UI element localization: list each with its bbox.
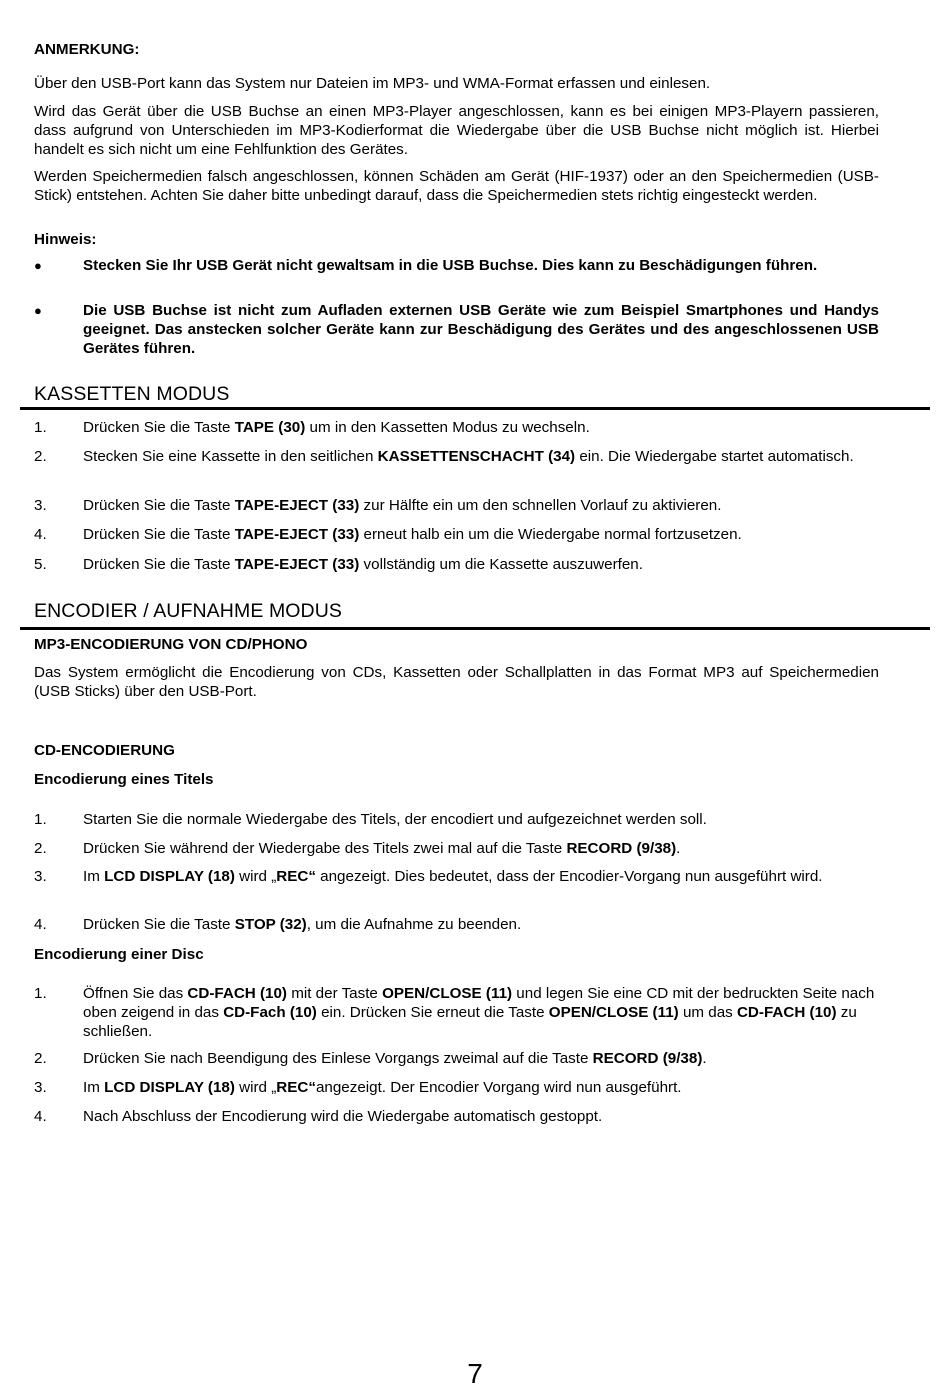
step-number: 1. [34,811,47,828]
step-text: Starten Sie die normale Wiedergabe des Titels, der encodiert und aufgezeichnet werden soll. [83,811,707,828]
hint-bullet-text: Stecken Sie Ihr USB Gerät nicht gewaltsam in die USB Buchse. Dies kann zu Beschädigungen führen. [83,257,818,274]
step-number: 3. [34,868,47,885]
hint-bullet-text: Die USB Buchse ist nicht zum Aufladen externen USB Geräte wie zum Beispiel Smartphones und Handys geeignet. Das anstecken solcher Geräte kann zur Beschädigung des Gerätes und des angeschlossenen USB Gerätes führen. [83,302,879,357]
bullet-icon: ● [34,258,42,273]
step-number: 4. [34,1108,47,1125]
note-paragraph-1: Über den USB-Port kann das System nur Dateien im MP3- und WMA-Format erfassen und einlesen. [34,75,711,92]
step-number: 2. [34,1050,47,1067]
step-text: Drücken Sie nach Beendigung des Einlese Vorgangs zweimal auf die Taste RECORD (9/38). [83,1050,707,1067]
note-paragraph-3: Werden Speichermedien falsch angeschlossen, können Schäden am Gerät (HIF-1937) oder an den Speichermedien (USB-Stick) entstehen. Achten Sie daher bitte unbedingt darauf, dass die Speichermedien stets richtig eingesteckt werden. [34,168,879,204]
step-text: Drücken Sie die Taste STOP (32), um die Aufnahme zu beenden. [83,916,522,933]
hint-heading: Hinweis: [34,231,97,248]
numbered-step [34,1078,879,1097]
numbered-step [34,839,879,858]
step-text: Drücken Sie die Taste TAPE (30) um in den Kassetten Modus zu wechseln. [83,419,590,436]
disc-step-1 [34,984,879,1041]
section-divider [20,627,930,630]
page-number: 7 [467,1358,483,1387]
step-number: 3. [34,1079,47,1096]
step-text: Drücken Sie die Taste TAPE-EJECT (33) erneut halb ein um die Wiedergabe normal fortzusetzen. [83,526,742,543]
section-divider [20,407,930,410]
step-text: Drücken Sie während der Wiedergabe des Titels zwei mal auf die Taste RECORD (9/38). [83,840,681,857]
bullet-icon: ● [34,303,42,318]
step-number: 2. [34,448,47,465]
step-number: 3. [34,497,47,514]
encoder-intro: Das System ermöglicht die Encodierung von CDs, Kassetten oder Schallplatten in das Format MP3 auf Speichermedien (USB Sticks) über den USB-Port. [34,664,879,700]
hint-bullet-1 [34,256,879,275]
step-text: Stecken Sie eine Kassette in den seitlichen KASSETTENSCHACHT (34) ein. Die Wiedergabe startet automatisch. [83,448,854,465]
step-text: Drücken Sie die Taste TAPE-EJECT (33) vollständig um die Kassette auszuwerfen. [83,556,643,573]
step-number: 1. [34,985,47,1002]
numbered-step [34,418,879,437]
title-encoding-heading: Encodierung eines Titels [34,771,214,788]
hint-bullet-2 [34,301,879,358]
step-number: 4. [34,916,47,933]
numbered-step [34,1049,879,1068]
encoder-subheading: MP3-ENCODIERUNG VON CD/PHONO [34,636,308,653]
step-number: 2. [34,840,47,857]
step-number: 4. [34,526,47,543]
step-text: Im LCD DISPLAY (18) wird „REC“ angezeigt. Dies bedeutet, dass der Encodier-Vorgang nun ausgeführt wird. [83,868,823,885]
note-heading: ANMERKUNG: [34,41,140,58]
numbered-step [34,447,879,466]
tape-section-heading: KASSETTEN MODUS [34,383,230,405]
note-paragraph-2: Wird das Gerät über die USB Buchse an einen MP3-Player angeschlossen, kann es bei einigen MP3-Playern passieren, dass aufgrund von Unterschieden im MP3-Kodierformat die Wiedergabe über die USB Buchse nicht möglich ist. Hierbei handelt es sich nicht um eine Fehlfunktion des Gerätes. [34,103,879,158]
numbered-step [34,525,879,544]
numbered-step [34,1107,879,1126]
numbered-step [34,555,879,574]
step-text: Öffnen Sie das CD-FACH (10) mit der Taste OPEN/CLOSE (11) und legen Sie eine CD mit der bedruckten Seite nach oben zeigend in das CD-Fach (10) ein. Drücken Sie erneut die Taste OPEN/CLOSE (11) um das CD-FACH (10) zu schließen. [83,985,875,1040]
step-number: 1. [34,419,47,436]
numbered-step [34,915,879,934]
encoder-section-heading: ENCODIER / AUFNAHME MODUS [34,600,343,622]
step-text: Im LCD DISPLAY (18) wird „REC“angezeigt. Der Encodier Vorgang wird nun ausgeführt. [83,1079,682,1096]
step-text: Nach Abschluss der Encodierung wird die Wiedergabe automatisch gestoppt. [83,1108,603,1125]
cd-encoding-heading: CD-ENCODIERUNG [34,742,175,759]
numbered-step [34,810,879,829]
step-number: 5. [34,556,47,573]
disc-encoding-heading: Encodierung einer Disc [34,946,204,963]
step-text: Drücken Sie die Taste TAPE-EJECT (33) zur Hälfte ein um den schnellen Vorlauf zu aktivieren. [83,497,722,514]
numbered-step [34,867,879,886]
numbered-step [34,496,879,515]
